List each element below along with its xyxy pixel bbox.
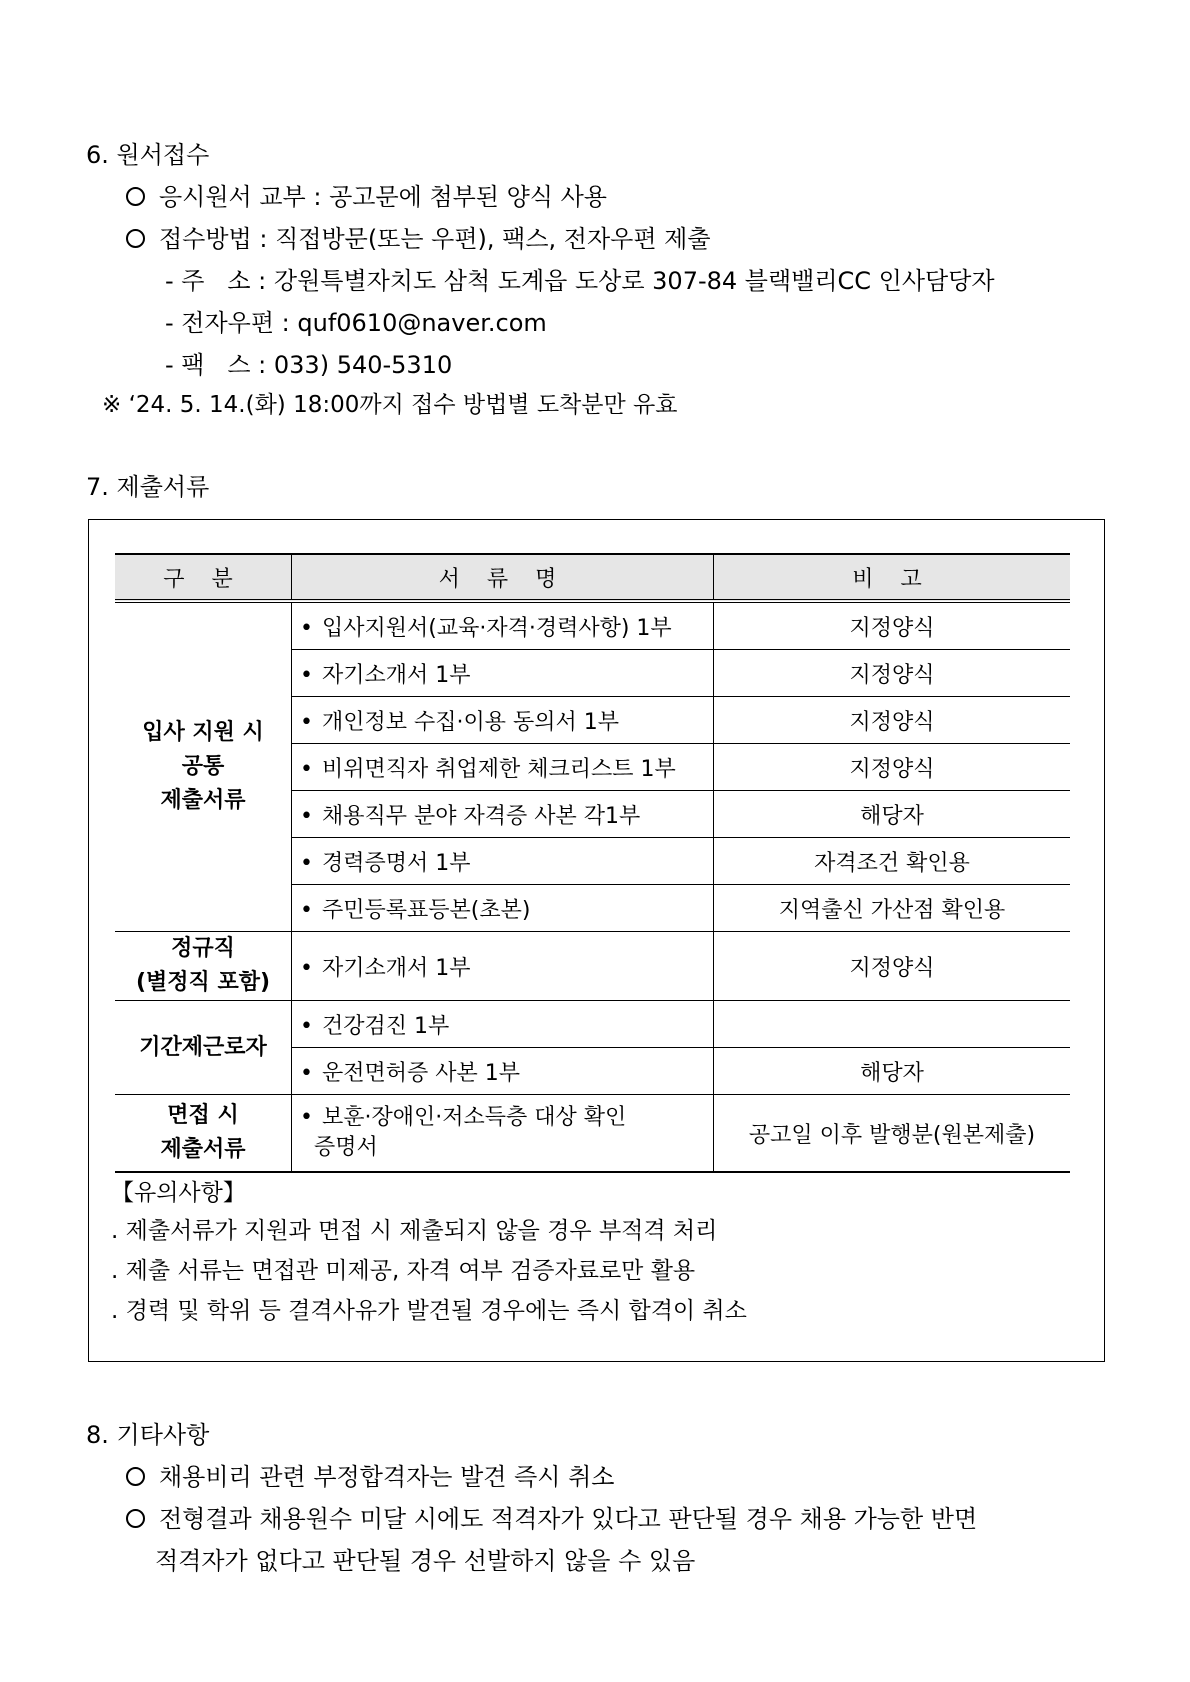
address-line: - 주 소 : 강원특별자치도 삼척 도계읍 도상로 307-84 블랙밸리CC 인사담당자 <box>165 267 995 295</box>
document-name: • 보훈·장애인·저소득층 대상 확인 증명서 <box>292 1095 714 1173</box>
table-row <box>115 601 1070 650</box>
header-note: 비 고 <box>714 554 1071 601</box>
document-name: • 개인정보 수집·이용 동의서 1부 <box>292 697 714 744</box>
document-name: • 경력증명서 1부 <box>292 838 714 885</box>
document-name: • 채용직무 분야 자격증 사본 각1부 <box>292 791 714 838</box>
document-note: 해당자 <box>714 791 1071 838</box>
document-name: • 건강검진 1부 <box>292 1001 714 1048</box>
document-note: 지정양식 <box>714 744 1071 791</box>
document-note: 자격조건 확인용 <box>714 838 1071 885</box>
document-note: 해당자 <box>714 1048 1071 1095</box>
documents-box <box>88 519 1105 1362</box>
section-8-item-selection-cont: 적격자가 없다고 판단될 경우 선발하지 않을 수 있음 <box>155 1547 696 1575</box>
document-name: • 운전면허증 사본 1부 <box>292 1048 714 1095</box>
document-note: 지역출신 가산점 확인용 <box>714 885 1071 932</box>
note-item: . 경력 및 학위 등 결격사유가 발견될 경우에는 즉시 합격이 취소 <box>111 1298 747 1324</box>
category-contract: 기간제근로자 <box>115 1001 292 1095</box>
circle-bullet-icon <box>126 187 145 206</box>
documents-table <box>115 553 1070 1173</box>
document-name: • 비위면직자 취업제한 체크리스트 1부 <box>292 744 714 791</box>
section-8-item-selection <box>126 1504 977 1534</box>
circle-bullet-icon <box>126 229 145 248</box>
fax-line: - 팩 스 : 033) 540-5310 <box>165 351 453 379</box>
category-common: 입사 지원 시 공통 제출서류 <box>115 601 292 932</box>
document-note: 지정양식 <box>714 650 1071 697</box>
document-name: • 주민등록표등본(초본) <box>292 885 714 932</box>
section-7-heading: 7. 제출서류 <box>86 473 210 501</box>
document-note: 지정양식 <box>714 697 1071 744</box>
note-item: . 제출서류가 지원과 면접 시 제출되지 않을 경우 부적격 처리 <box>111 1218 718 1244</box>
category-permanent: 정규직 (별정직 포함) <box>115 932 292 1001</box>
item-text: 전형결과 채용원수 미달 시에도 적격자가 있다고 판단될 경우 채용 가능한 반면 <box>159 1505 978 1533</box>
email-line: - 전자우편 : quf0610@naver.com <box>165 309 547 337</box>
section-8-item-fraud <box>126 1462 614 1492</box>
document-name: • 입사지원서(교육·자격·경력사항) 1부 <box>292 601 714 650</box>
document-name: • 자기소개서 1부 <box>292 932 714 1001</box>
circle-bullet-icon <box>126 1467 145 1486</box>
section-6-item-submission-method <box>126 224 711 254</box>
deadline-note: ※ ‘24. 5. 14.(화) 18:00까지 접수 방법별 도착분만 유효 <box>102 392 678 418</box>
section-6-item-application-form <box>126 182 607 212</box>
table-header-row <box>115 554 1070 601</box>
document-note <box>714 1001 1071 1048</box>
table-row <box>115 932 1070 1001</box>
category-interview: 면접 시 제출서류 <box>115 1095 292 1173</box>
document-name: • 자기소개서 1부 <box>292 650 714 697</box>
circle-bullet-icon <box>126 1509 145 1528</box>
notes-title: 【유의사항】 <box>111 1180 246 1206</box>
header-category: 구 분 <box>115 554 292 601</box>
item-text: 채용비리 관련 부정합격자는 발견 즉시 취소 <box>159 1463 615 1491</box>
section-6-heading: 6. 원서접수 <box>86 141 210 169</box>
item-text: 접수방법 : 직접방문(또는 우편), 팩스, 전자우편 제출 <box>159 225 711 253</box>
table-row <box>115 1095 1070 1173</box>
note-item: . 제출 서류는 면접관 미제공, 자격 여부 검증자료로만 활용 <box>111 1258 696 1284</box>
document-note: 지정양식 <box>714 932 1071 1001</box>
header-document: 서 류 명 <box>292 554 714 601</box>
table-row <box>115 1001 1070 1048</box>
document-note: 공고일 이후 발행분(원본제출) <box>714 1095 1071 1173</box>
document-note: 지정양식 <box>714 601 1071 650</box>
item-text: 응시원서 교부 : 공고문에 첨부된 양식 사용 <box>159 183 607 211</box>
section-8-heading: 8. 기타사항 <box>86 1421 210 1449</box>
